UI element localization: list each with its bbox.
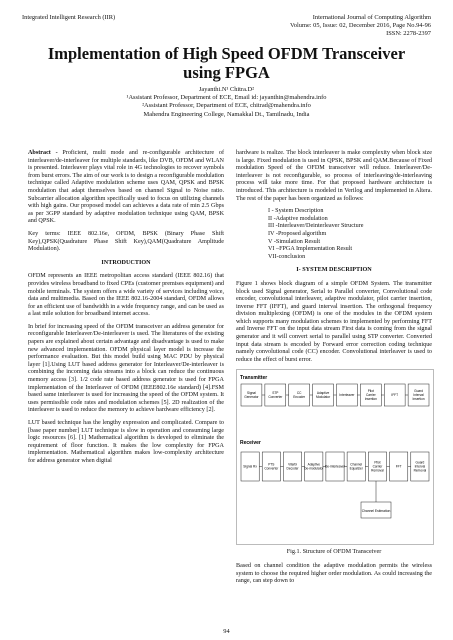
tx-block-label: Adaptive Modulator xyxy=(315,391,331,400)
running-header-left xyxy=(22,14,115,22)
section-list xyxy=(268,208,432,261)
abstract xyxy=(28,150,224,226)
rx-block-label: Viterbi Decoder xyxy=(286,463,299,472)
paper-title: Implementation of High Speed OFDM Transceiver using FPGA xyxy=(47,44,406,82)
section-heading-system-description: I- SYSTEM DESCRIPTION xyxy=(296,267,372,274)
intro-paragraph-1: OFDM represents an IEEE metropolitan access standard (IEEE 802.16) that provides wireless broadband to fixed CPEs (customer premises equipment) and mobile terminals. The system offers a wide variety of services including voice, data and multimedia. Based on the IEEE 802.16-2004 standard, OFDM allows for an efficient use of bandwidth in a wide frequency range, and can be used as a last mile solution for broadband internet access. xyxy=(28,273,224,318)
section-list-item: IV -Proposed algorithm xyxy=(268,230,327,237)
tx-block-label: Signal Generator xyxy=(244,391,259,400)
section-list-item: V -Simulation Result xyxy=(268,238,321,245)
author-block xyxy=(40,86,413,119)
body-paragraph-3: Based on channel condition the adaptive modulation permits the wireless system to choose the required higher order modulation. As could increasing the range, can step down to xyxy=(236,563,432,585)
section-list-item: VI –FPGA Implementation Result xyxy=(268,246,353,253)
section-list-item: VII-conclusion xyxy=(268,253,306,260)
left-column xyxy=(28,150,224,471)
journal-name: International Journal of Computing Algorithm xyxy=(312,14,431,21)
ofdm-block-diagram xyxy=(236,369,434,545)
section-heading-introduction: INTRODUCTION xyxy=(101,259,151,266)
affiliation-1: ¹Assistant Professor, Department of ECE, Email id: jayanthin@mahendra.info xyxy=(126,94,327,102)
tx-block-label: CC Encoder xyxy=(293,391,306,400)
receiver-chain xyxy=(241,452,429,481)
rx-block-label: Pilot Carrier Removal xyxy=(371,461,384,474)
affiliation-3: Mahendra Engineering College, Namakkal Dt., Tamilnadu, India xyxy=(143,110,310,118)
running-header-right xyxy=(290,14,431,38)
intro-paragraph-3: LUT based technique has the lengthy expression and complicated. Compare to [base paper number] LUT technique is slow in operation and consuming large logic resources [6]. [1] Mathematical algorithm is developed to eliminate the requirement of floor function. It makes the low complexity for FPGA implementation. Mathematical algorithm makes low-complexity architecture for address generator when digital xyxy=(28,420,224,464)
rx-block-label: Signal Rx xyxy=(243,465,257,470)
abstract-text: Proficient, multi mode and re-configurable architecture of interleaver/de-interleaver for multiple standards, like DVB, OFDM and WLAN is presented. Interleaver plays vital role in 4G technologies to recover symbols from burst errors. The aim of our work is to design a reconfigurable modulation technique called Adaptive modulation scheme uses QAM, QPSK and BPSK modulation that adapt themselves based on channel Signal to Noise ratio. Subcarrier allocation algorithm specifically used to focus on utilizing channels with high gains. Our proposed model can achieves a data rate of min 2.5 Gbps as per 3GPP standard by adaptive modulation technique using QAM, BPSK and QPSK. xyxy=(28,150,224,225)
transmitter-label: Transmitter xyxy=(240,375,268,382)
section-list-item: II -Adaptive modulation xyxy=(268,215,328,222)
keywords: Key terms: IEEE 802.16e, OFDM, BPSK (Binary Phase Shift Key),QPSK(Quadrature Phase Shift Key),QAM(Quadrature Amplitude Modulation). xyxy=(28,230,224,253)
rx-block-label: PTS Converter xyxy=(264,463,279,472)
page-number: 94 xyxy=(223,628,230,635)
journal-issn: ISSN: 2278-2397 xyxy=(386,30,431,37)
rx-block-label: De-interleaver xyxy=(324,465,346,470)
journal-publisher: Integrated Intelligent Research (IIR) xyxy=(22,14,116,21)
block-diagram-svg xyxy=(237,370,433,544)
journal-volume: Volume: 05, Issue: 02, December 2016, Page No.94-96 xyxy=(290,22,431,29)
body-paragraph-2: Figure 1 shows block diagram of a simple OFDM System. The transmitter block used Signal generator, Serial to Parallel converter, Convolutional code encoder, convolutional interleaver, adaptive modulator, pilot carrier insertion, inverse FFT (IFFT), and guard interval insertion. The orthogonal frequency division multiplexing (OFDM) is one of the modules in the OFDM system which supports many modulation schemes to implemented by performing FFT and Inverse FFT on the input data stream First data is coming from the signal generator and it will convert serial to parallel using STP converter. Converted input data stream is encoded by Forward error correction coding technique namely convolutional code (CC) encoder. Convolutional interleaver is used to reduce the effect of burst error. xyxy=(236,280,432,363)
figure-caption: Fig.1. Structure of OFDM Transceiver xyxy=(286,549,382,556)
abstract-label: Abstract - xyxy=(28,150,58,156)
rx-block-label: Channel Equalizer xyxy=(349,463,363,472)
channel-estimation-label: Channel Estimation xyxy=(361,509,391,514)
rx-block-label: Adaptive De-modulator xyxy=(304,463,324,472)
tx-block-label: Pilot Carrier Insertion xyxy=(364,389,377,402)
right-column xyxy=(236,150,432,591)
section-list-item: I - System Description xyxy=(268,208,324,215)
tx-block-label: Guard Interval Insertion xyxy=(412,389,425,402)
section-list-item: III -Interleaver/Deinterleaver Structure xyxy=(268,223,364,230)
author-names: Jayanthi.N¹ Chitra.D² xyxy=(198,86,255,93)
body-paragraph-1: hardware is realize. The block interleaver is make complexity when block size is large. Fixed modulation is used in QPSK, BPSK and QAM.Because of Fixed modulation Speed of the OFDM transceiver will reduce. Interleaver/De-interleaver is not reconfigurable, so process of interleaving/de-interleaving process will take more time. For that proposed hardware architecture is introduced. This architecture is modeled in Verilog and implemented in Altera. The rest of the paper has been organized as follows: xyxy=(236,150,432,202)
rx-block-label: Guard Interval Removal xyxy=(413,461,427,474)
tx-block-label: IFFT xyxy=(391,393,399,398)
affiliation-2: ²Assistant Professor, Department of ECE, chitrad@mahendra.info xyxy=(142,102,311,110)
tx-block-label: Interleaver xyxy=(339,393,355,398)
intro-paragraph-2: In brief for increasing speed of the OFDM transceiver an address generator for reconfigurable Interleaver/De-interleaver is used. The literatures of the existing papers are explained about certain advantage and disadvantage is used to make new advanced implementation. OFDM physical layer model is increase the performance evaluation. But this model build using MAC PDU by physical layer [1].Using LUT based address generator for Interleaver/De-interleaver is combining the incoming data streams into a block can reduce the continuous memory access [3]. 1/2 code rate based address generator is used for FPGA implementation of the Interleaver of OFDM (IEEE802.16e standard) [4].FSM based same interleaver is used for increasing the speed of the OFDM system. It uses permissible code rates and modulation schemes [5]. 2D realization of the interleaver is used to reduce the memory to achieve hardware efficiency [2]. xyxy=(28,323,224,414)
transmitter-chain xyxy=(241,384,429,406)
tx-block-label: STP Converter xyxy=(268,391,283,400)
receiver-label: Receiver xyxy=(240,440,261,447)
rx-block-label: FFT xyxy=(395,465,402,470)
